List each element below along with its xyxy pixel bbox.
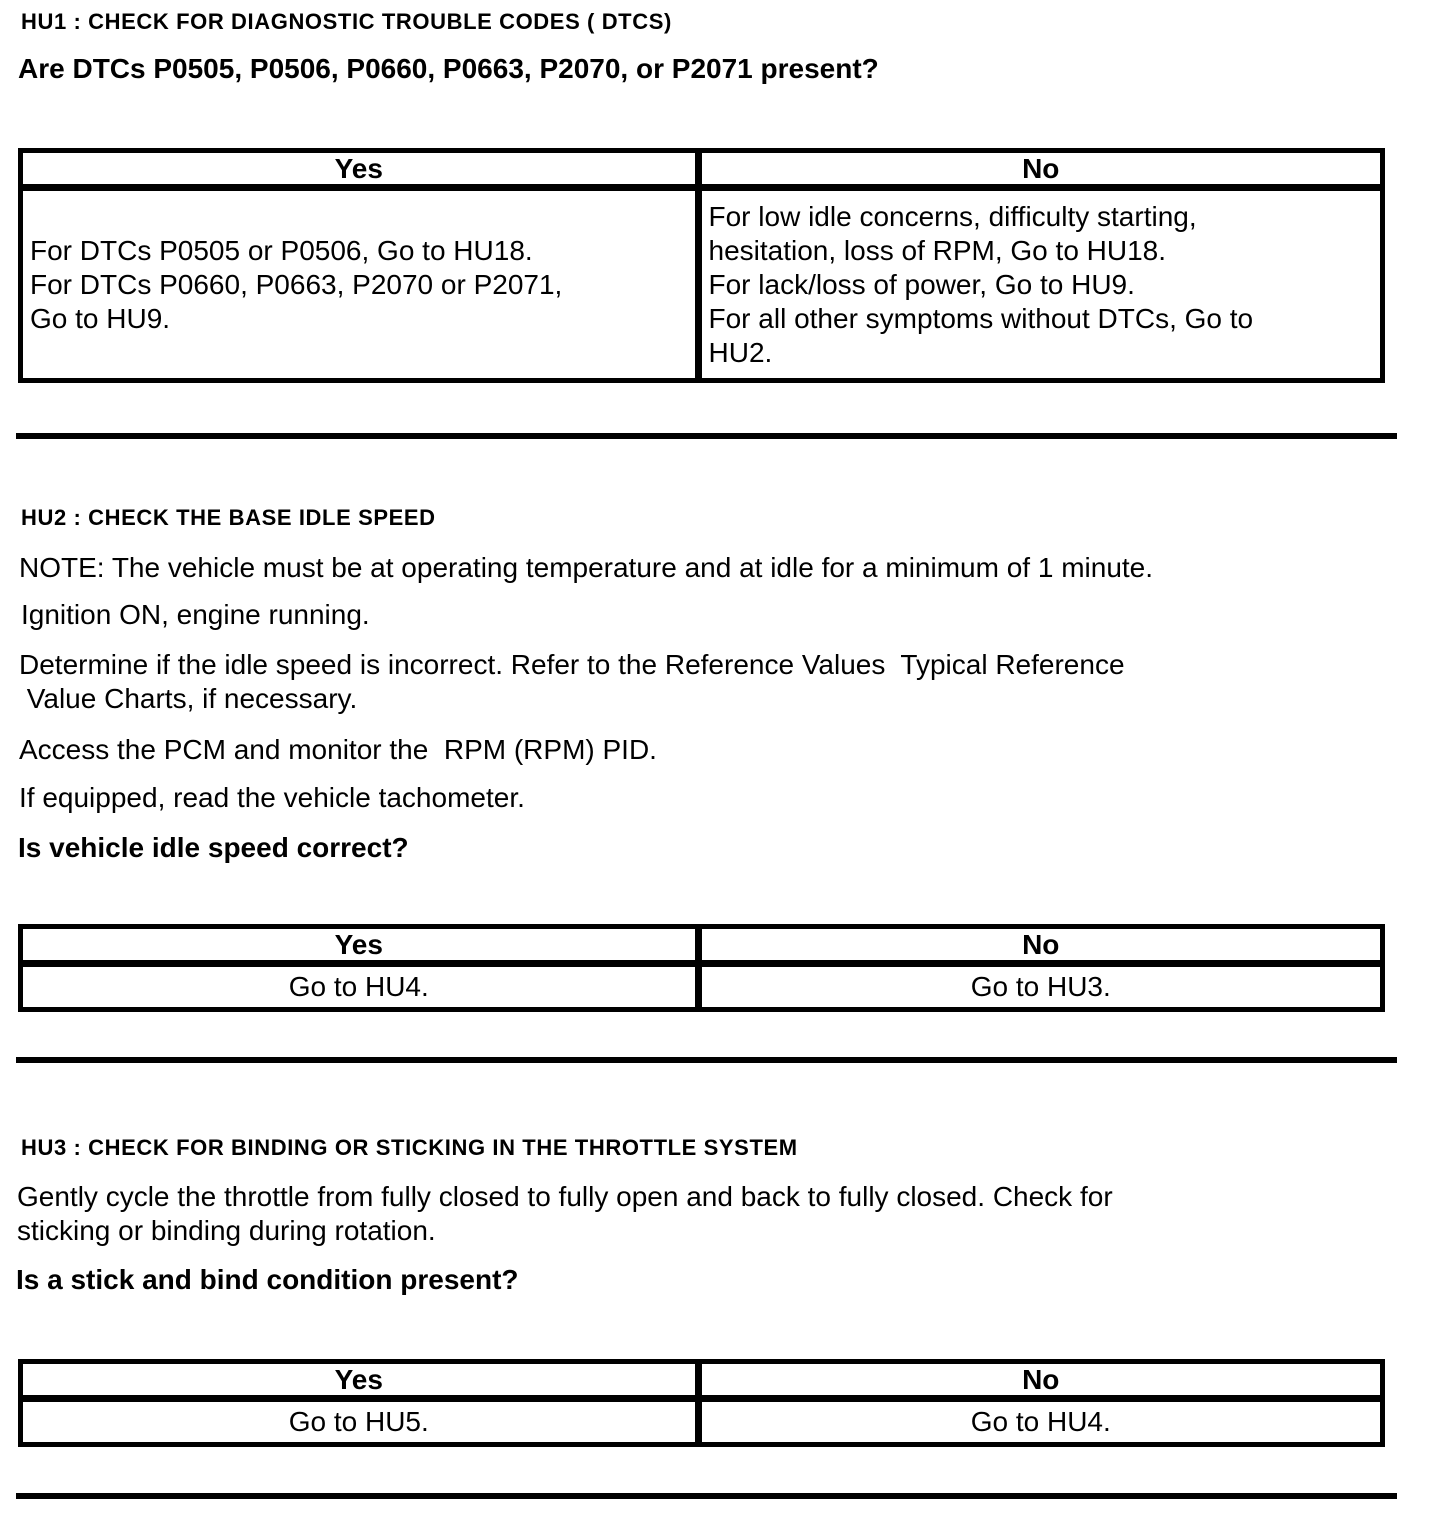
no-column-header: No bbox=[702, 153, 1381, 191]
text-line: HU2. bbox=[708, 336, 773, 368]
text-line: Value Charts, if necessary. bbox=[19, 683, 358, 714]
page-bottom-rule bbox=[16, 1493, 1397, 1499]
yes-action-cell bbox=[23, 967, 702, 1007]
text-line: For all other symptoms without DTCs, Go to bbox=[708, 302, 1254, 334]
step-paragraph bbox=[19, 648, 1125, 716]
text-line: Go to HU3. bbox=[970, 971, 1111, 1002]
step-paragraph bbox=[19, 781, 525, 815]
section-hu2-question: Is vehicle idle speed correct? bbox=[18, 832, 409, 863]
yes-action-cell bbox=[23, 1402, 702, 1442]
text-line: hesitation, loss of RPM, Go to HU18. bbox=[708, 234, 1167, 266]
step-paragraph bbox=[19, 733, 657, 767]
text-line: Determine if the idle speed is incorrect. Refer to the Reference Values Typical Reference bbox=[19, 649, 1125, 680]
text-line: For DTCs P0505 or P0506, Go to HU18. bbox=[30, 234, 533, 266]
yes-column-header: Yes bbox=[23, 1364, 702, 1402]
section-divider-rule bbox=[16, 433, 1397, 439]
section-hu1-decision-table bbox=[18, 148, 1385, 383]
no-column-header: No bbox=[702, 929, 1381, 967]
text-line: Go to HU5. bbox=[288, 1406, 429, 1437]
text-line: Access the PCM and monitor the RPM (RPM) PID. bbox=[19, 734, 657, 765]
no-action-cell bbox=[702, 967, 1381, 1007]
text-line: Go to HU4. bbox=[288, 971, 429, 1002]
text-line: Go to HU9. bbox=[30, 302, 171, 334]
text-line: If equipped, read the vehicle tachometer. bbox=[19, 782, 525, 813]
section-hu2-decision-table bbox=[18, 924, 1385, 1012]
section-hu3-question: Is a stick and bind condition present? bbox=[16, 1264, 519, 1295]
section-hu2-heading: HU2 : CHECK THE BASE IDLE SPEED bbox=[21, 505, 436, 530]
section-hu3-decision-table bbox=[18, 1359, 1385, 1447]
text-line: For low idle concerns, difficulty starting, bbox=[708, 200, 1197, 232]
section-hu1-heading: HU1 : CHECK FOR DIAGNOSTIC TROUBLE CODES ( DTCS) bbox=[21, 9, 672, 34]
text-line: Go to HU4. bbox=[970, 1406, 1111, 1437]
text-line: Ignition ON, engine running. bbox=[21, 599, 370, 630]
section-divider-rule bbox=[16, 1057, 1397, 1063]
step-paragraph bbox=[17, 1180, 1113, 1248]
text-line: sticking or binding during rotation. bbox=[17, 1215, 436, 1246]
no-action-cell bbox=[702, 191, 1381, 378]
section-hu3-heading: HU3 : CHECK FOR BINDING OR STICKING IN THE THROTTLE SYSTEM bbox=[21, 1135, 798, 1160]
note-paragraph bbox=[19, 551, 1153, 585]
section-hu1-question: Are DTCs P0505, P0506, P0660, P0663, P2070, or P2071 present? bbox=[18, 53, 879, 84]
text-line: For DTCs P0660, P0663, P2070 or P2071, bbox=[30, 268, 563, 300]
yes-column-header: Yes bbox=[23, 929, 702, 967]
no-column-header: No bbox=[702, 1364, 1381, 1402]
step-paragraph bbox=[21, 598, 370, 632]
text-line: Gently cycle the throttle from fully closed to fully open and back to fully closed. Check for bbox=[17, 1181, 1113, 1212]
yes-action-cell bbox=[23, 191, 702, 378]
text-line: For lack/loss of power, Go to HU9. bbox=[708, 268, 1135, 300]
no-action-cell bbox=[702, 1402, 1381, 1442]
text-line: NOTE: The vehicle must be at operating temperature and at idle for a minimum of 1 minute. bbox=[19, 552, 1154, 583]
yes-column-header: Yes bbox=[23, 153, 702, 191]
